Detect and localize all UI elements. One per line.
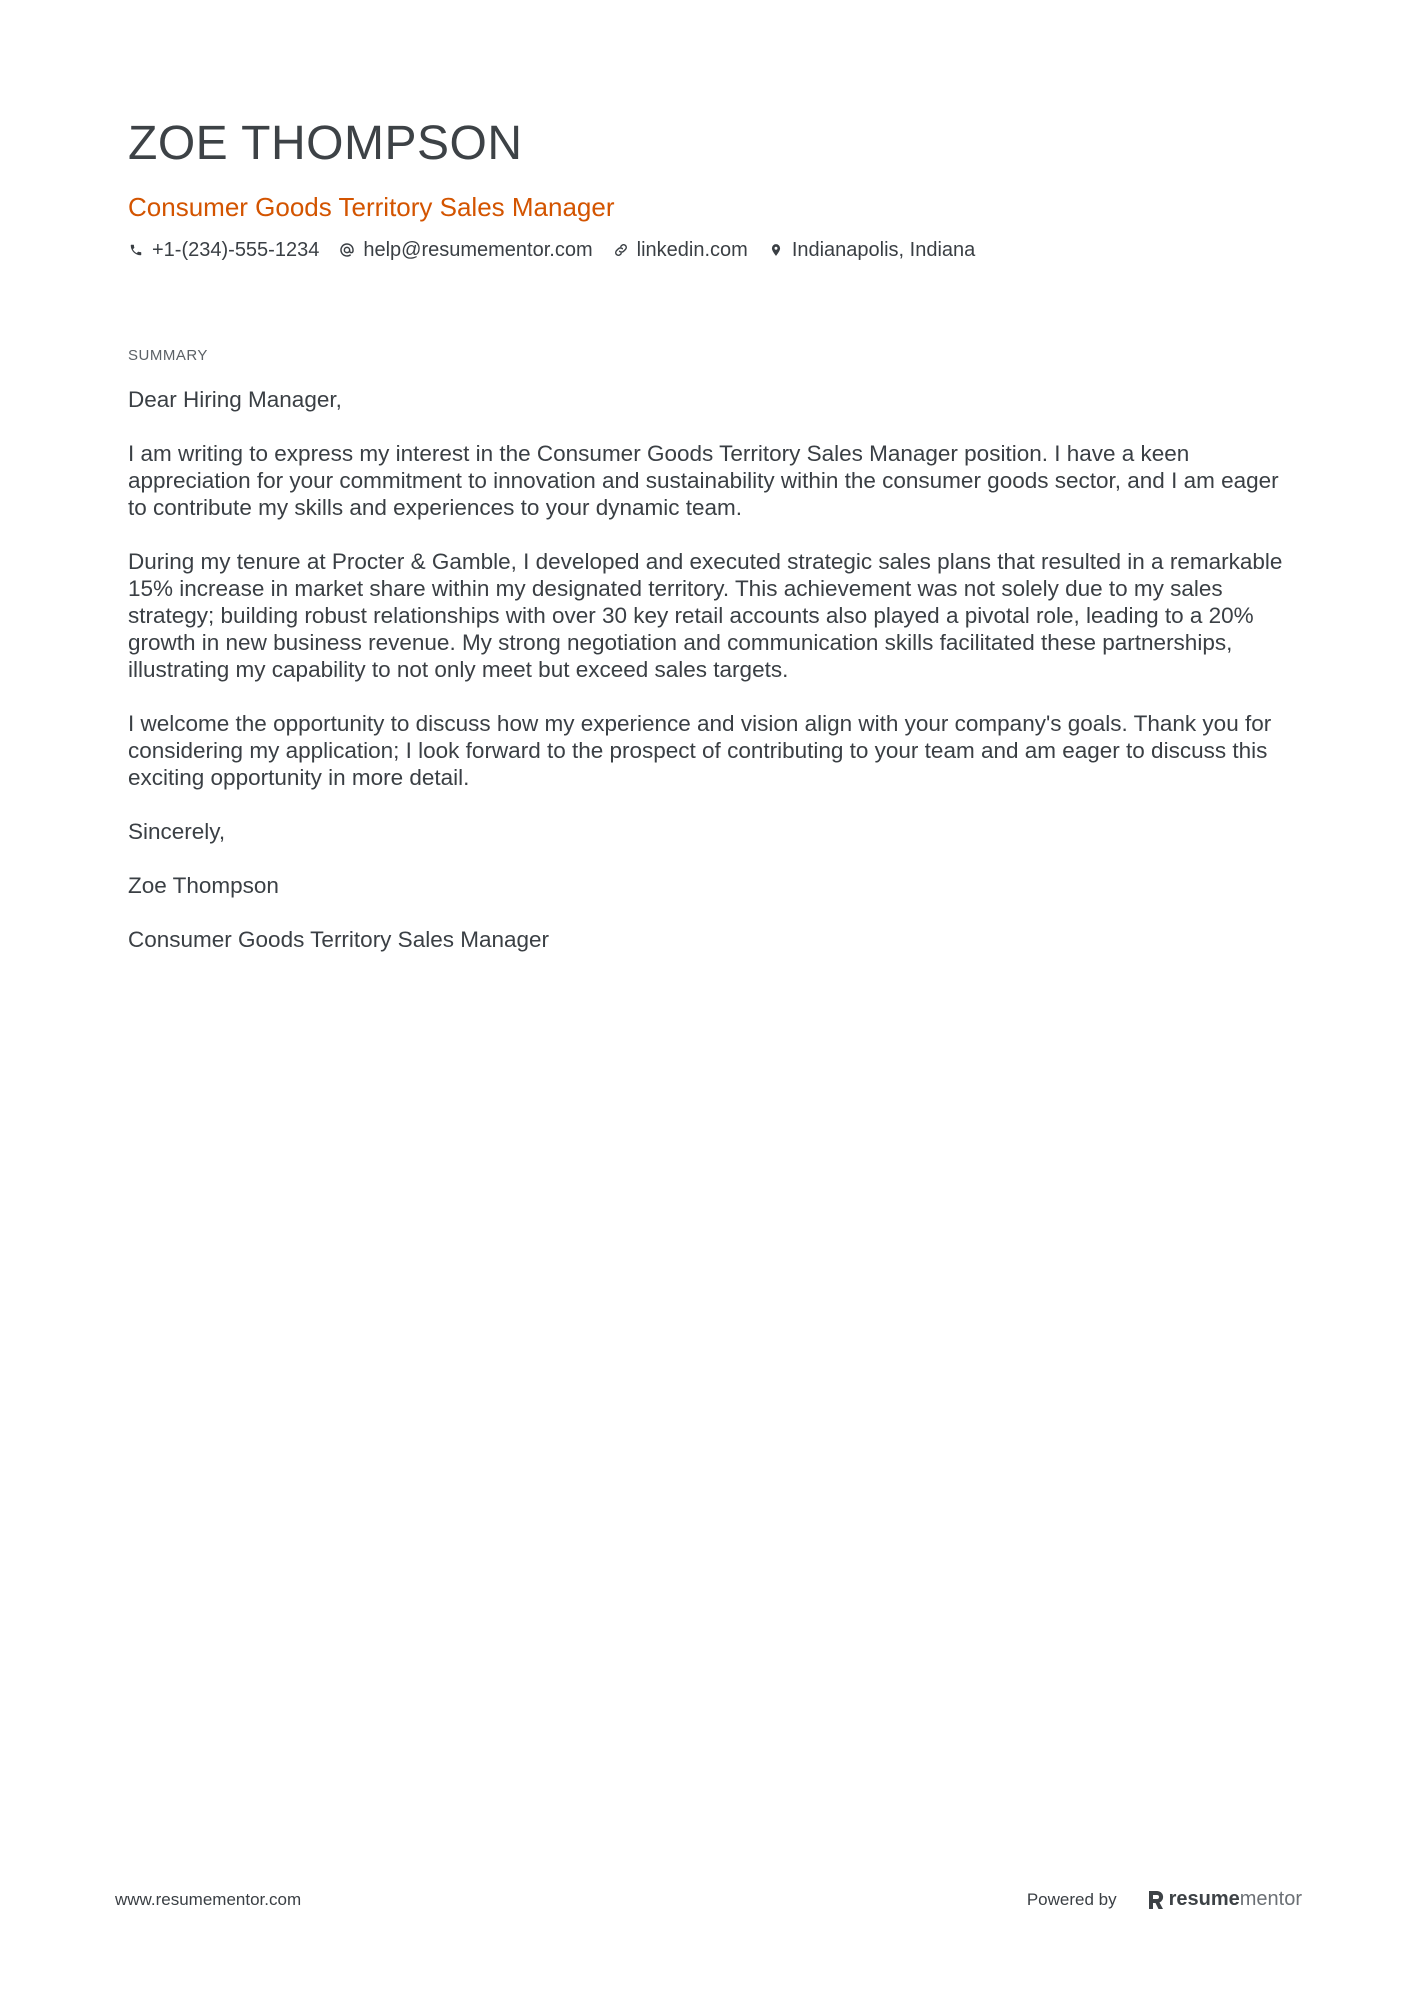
brand-name-bold: resume (1168, 1888, 1240, 1910)
section-summary-label: SUMMARY (128, 347, 208, 364)
page-footer (115, 1888, 1302, 1911)
contact-email-text: help@resumementor.com (363, 239, 593, 261)
letter-salutation: Dear Hiring Manager, (128, 387, 342, 412)
location-pin-icon (768, 242, 784, 258)
letter-signoff: Sincerely, (128, 819, 226, 844)
link-icon (613, 242, 629, 258)
contact-link[interactable] (613, 236, 748, 264)
brand-logo-link[interactable] (1147, 1888, 1302, 1911)
letter-paragraph-closing: I welcome the opportunity to discuss how my experience and vision align with your company's goals. Thank you for considering my application; I look forward to the prospect of contributing to your team and am eager to discuss this exciting opportunity in more detail. (128, 711, 1272, 790)
letter-body (128, 386, 1298, 953)
powered-by (1027, 1888, 1302, 1911)
letter-signature-role: Consumer Goods Territory Sales Manager (128, 927, 550, 952)
candidate-role: Consumer Goods Territory Sales Manager (128, 192, 615, 222)
phone-icon (128, 242, 144, 258)
powered-by-label: Powered by (1026, 1889, 1117, 1909)
brand-name-light: mentor (1239, 1888, 1302, 1910)
contact-phone-text: +1-(234)-555-1234 (152, 239, 320, 261)
at-icon (339, 242, 355, 258)
letter-paragraph-intro: I am writing to express my interest in the Consumer Goods Territory Sales Manager position. I have a keen appreciation for your commitment to innovation and sustainability within the consumer goods sector, and I am eager to contribute my skills and experiences to your dynamic team. (128, 441, 1279, 520)
contact-phone[interactable] (128, 236, 319, 264)
contact-link-text: linkedin.com (636, 239, 748, 261)
cover-letter-page (128, 112, 1298, 980)
contact-location (768, 236, 975, 264)
contact-bar (128, 236, 1298, 264)
candidate-name: ZOE THOMPSON (128, 117, 523, 170)
letter-signature-name: Zoe Thompson (128, 873, 279, 898)
contact-email[interactable] (339, 236, 592, 264)
letter-paragraph-experience: During my tenure at Procter & Gamble, I developed and executed strategic sales plans that resulted in a remarkable 15% increase in market share within my designated territory. This achievement was not solely due to my sales strategy; building robust relationships with over 30 key retail accounts also played a pivotal role, leading to a 20% growth in new business revenue. My strong negotiation and communication skills facilitated these partnerships, illustrating my capability to not only meet but exceed sales targets. (128, 549, 1283, 682)
resumementor-logo-icon (1147, 1889, 1165, 1911)
contact-location-text: Indianapolis, Indiana (791, 239, 976, 261)
footer-website-link[interactable]: www.resumementor.com (115, 1889, 302, 1909)
